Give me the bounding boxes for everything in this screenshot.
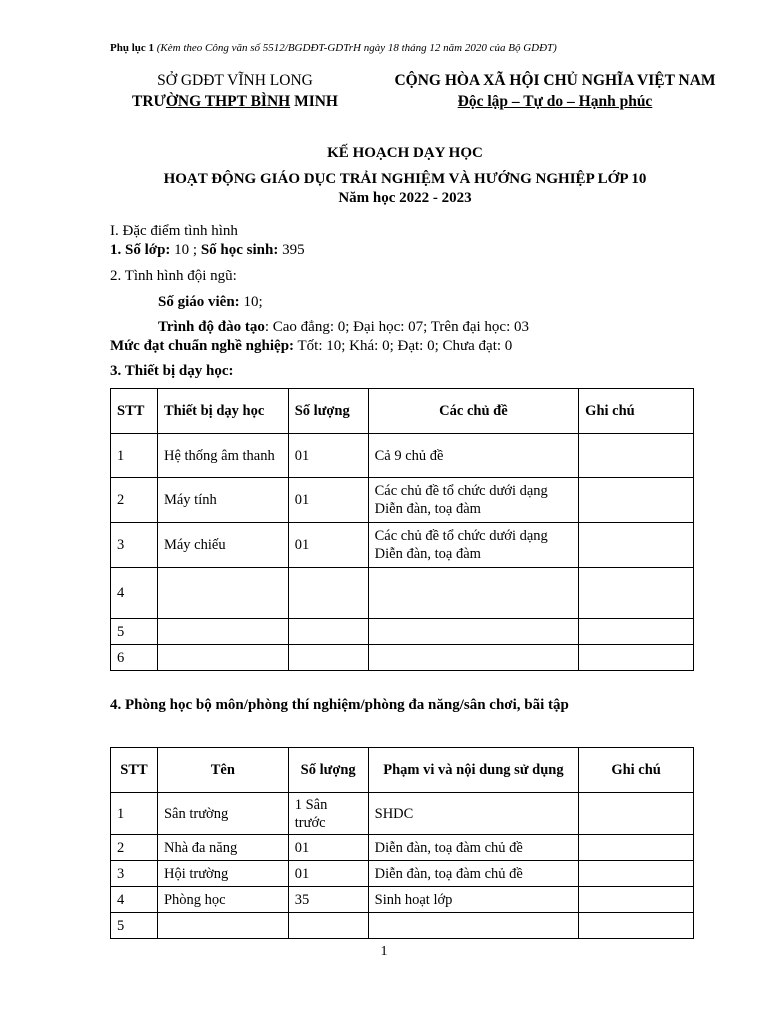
table-cell: 3 — [111, 861, 158, 887]
header-cell: Tên — [157, 748, 288, 793]
table-cell — [288, 913, 368, 939]
doc-subtitle: HOẠT ĐỘNG GIÁO DỤC TRẢI NGHIỆM VÀ HƯỚNG NGHIỆP LỚP 10 — [163, 171, 647, 187]
table-row — [111, 887, 694, 913]
table-cell — [157, 913, 288, 939]
table-cell: 01 — [288, 835, 368, 861]
table-cell — [579, 568, 694, 619]
table-row — [111, 434, 694, 478]
table-cell: SHDC — [368, 793, 579, 835]
table-cell: Diễn đàn, toạ đàm chủ đề — [368, 835, 579, 861]
table-row — [111, 523, 694, 568]
table-cell — [288, 568, 368, 619]
table-cell: Hệ thống âm thanh — [157, 434, 288, 478]
table-cell: Nhà đa năng — [157, 835, 288, 861]
table-cell — [157, 645, 288, 671]
table-cell — [579, 523, 694, 568]
table-cell — [579, 619, 694, 645]
table-cell: 2 — [111, 835, 158, 861]
table-row — [111, 913, 694, 939]
table-cell: Phòng học — [157, 887, 288, 913]
table-cell — [579, 793, 694, 835]
table-cell — [579, 645, 694, 671]
table-cell: Các chủ đề tổ chức dưới dạng Diễn đàn, toạ đàm — [368, 523, 579, 568]
doc-title: KẾ HOẠCH DẠY HỌC — [327, 145, 483, 161]
page-number: 1 — [380, 944, 388, 959]
school-year: Năm học 2022 - 2023 — [338, 190, 472, 206]
table-cell: 1 Sân trước — [288, 793, 368, 835]
table-row — [111, 835, 694, 861]
table-cell: 2 — [111, 478, 158, 523]
table-cell — [579, 478, 694, 523]
table-row — [111, 619, 694, 645]
header-cell: Số lượng — [288, 748, 368, 793]
appendix-label: Phụ lục 1 — [110, 42, 155, 54]
header-cell: STT — [111, 748, 158, 793]
header-cell: Phạm vi và nội dung sử dụng — [368, 748, 579, 793]
table-row — [111, 793, 694, 835]
professional-standard: Mức đạt chuẩn nghề nghiệp: Tốt: 10; Khá: 0; Đạt: 0; Chưa đạt: 0 — [110, 338, 513, 354]
table-cell: 01 — [288, 478, 368, 523]
table-cell: 6 — [111, 645, 158, 671]
table-cell — [579, 913, 694, 939]
table-cell — [579, 835, 694, 861]
table-cell: 3 — [111, 523, 158, 568]
table-cell: Máy tính — [157, 478, 288, 523]
table-cell: 35 — [288, 887, 368, 913]
table-cell — [579, 887, 694, 913]
table-cell: 1 — [111, 793, 158, 835]
rooms-table — [110, 747, 694, 939]
national-name: CỘNG HÒA XÃ HỘI CHỦ NGHĨA VIỆT NAM — [394, 72, 716, 89]
class-student-count: 1. Số lớp: 10 ; Số học sinh: 395 — [110, 242, 305, 258]
table-cell: 01 — [288, 861, 368, 887]
equipment-table — [110, 388, 694, 671]
rooms-table-header — [111, 748, 694, 793]
national-motto: Độc lập – Tự do – Hạnh phúc — [457, 93, 653, 110]
table-cell: 4 — [111, 887, 158, 913]
table-cell — [288, 619, 368, 645]
section1-heading: I. Đặc điểm tình hình — [110, 223, 238, 239]
table-cell — [368, 619, 579, 645]
table-cell: Các chủ đề tổ chức dưới dạng Diễn đàn, toạ đàm — [368, 478, 579, 523]
table-row — [111, 568, 694, 619]
table-cell: Máy chiếu — [157, 523, 288, 568]
table-row — [111, 861, 694, 887]
table-cell: Hội trường — [157, 861, 288, 887]
table-cell: 5 — [111, 619, 158, 645]
header-left — [110, 70, 360, 112]
section2-heading: 2. Tình hình đội ngũ: — [110, 268, 237, 284]
table-cell — [368, 568, 579, 619]
training-level: Trình độ đào tạo: Cao đẳng: 0; Đại học: 07; Trên đại học: 03 — [158, 319, 529, 335]
table-cell — [157, 568, 288, 619]
appendix-text: (Kèm theo Công văn số 5512/BGDĐT-GDTrH ngày 18 tháng 12 năm 2020 của Bộ GDĐT) — [156, 42, 557, 54]
section3-heading: 3. Thiết bị dạy học: — [110, 363, 234, 379]
table-cell — [368, 645, 579, 671]
table-cell — [579, 434, 694, 478]
header-cell: Các chủ đề — [368, 389, 579, 434]
equipment-table-header — [111, 389, 694, 434]
department-name: SỞ GDĐT VĨNH LONG — [157, 72, 313, 89]
section4-heading: 4. Phòng học bộ môn/phòng thí nghiệm/phòng đa năng/sân chơi, bãi tập — [110, 697, 569, 713]
header-cell: Ghi chú — [579, 748, 694, 793]
school-name: TRƯỜNG THPT BÌNH MINH — [132, 93, 338, 110]
table-cell — [157, 619, 288, 645]
table-cell — [368, 913, 579, 939]
table-cell: 4 — [111, 568, 158, 619]
table-cell: Cả 9 chủ đề — [368, 434, 579, 478]
table-cell: Diễn đàn, toạ đàm chủ đề — [368, 861, 579, 887]
header-cell: Ghi chú — [579, 389, 694, 434]
table-cell: 01 — [288, 434, 368, 478]
header-right — [370, 70, 740, 112]
table-row — [111, 478, 694, 523]
table-cell — [579, 861, 694, 887]
table-row — [111, 645, 694, 671]
table-cell: 01 — [288, 523, 368, 568]
header-cell: Thiết bị dạy học — [157, 389, 288, 434]
table-cell — [288, 645, 368, 671]
table-cell: 5 — [111, 913, 158, 939]
header-cell: Số lượng — [288, 389, 368, 434]
header-cell: STT — [111, 389, 158, 434]
appendix-note — [110, 42, 557, 54]
teacher-count: Số giáo viên: 10; — [158, 294, 263, 310]
table-cell: Sân trường — [157, 793, 288, 835]
table-cell: Sinh hoạt lớp — [368, 887, 579, 913]
table-cell: 1 — [111, 434, 158, 478]
